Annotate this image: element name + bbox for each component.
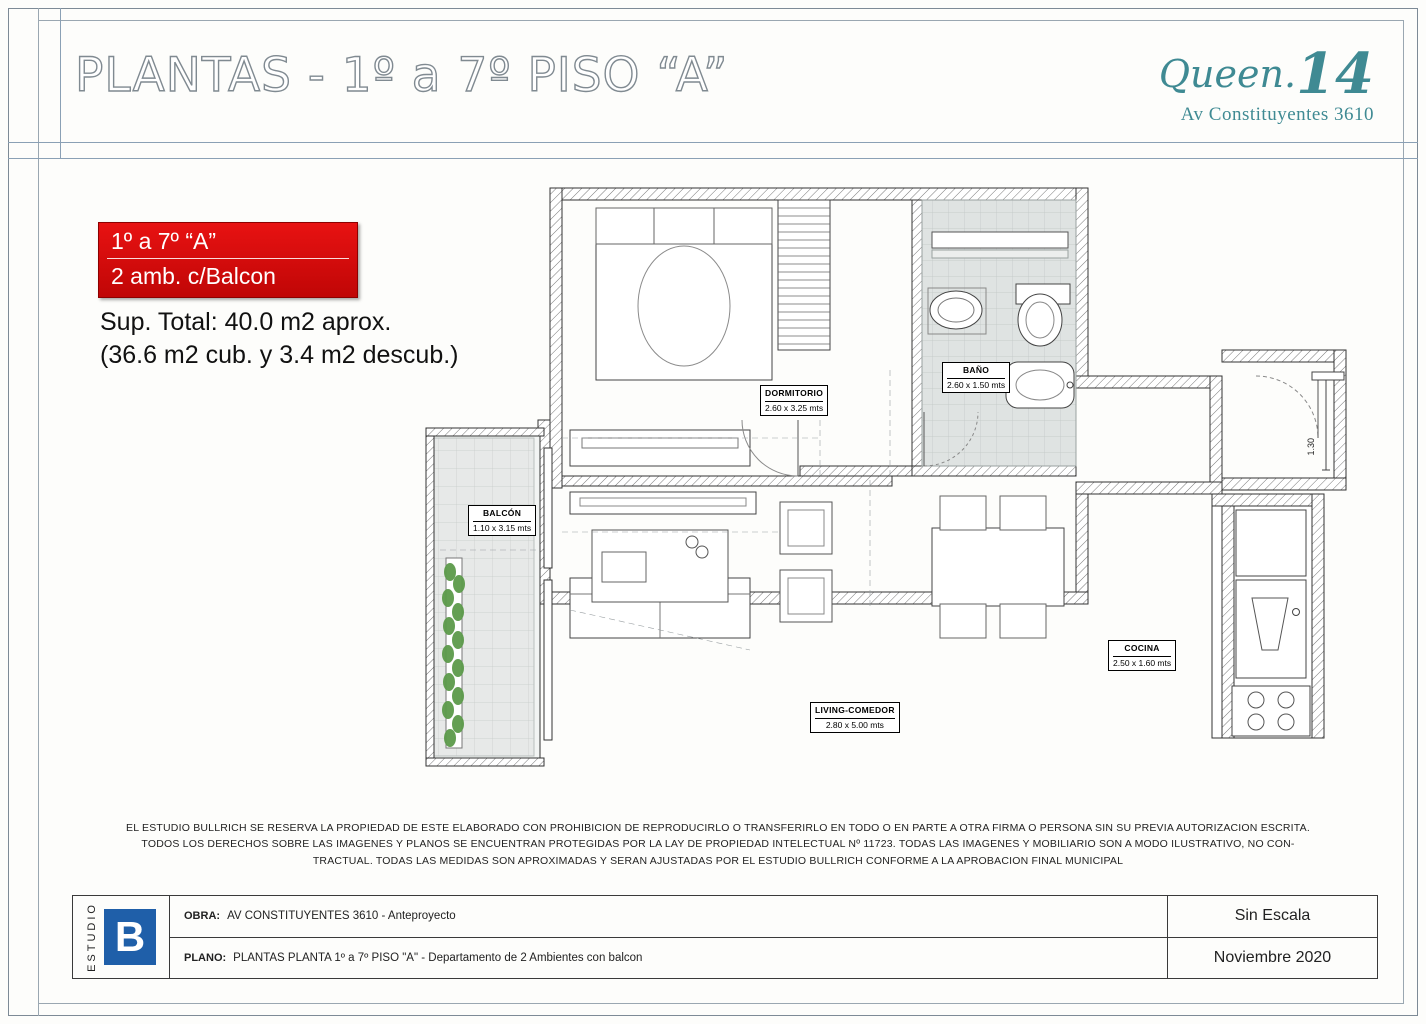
room-name-bano: BAÑO [962,365,990,375]
scale-row [1167,896,1377,937]
legal-line-1: EL ESTUDIO BULLRICH SE RESERVA LA PROPIEDAD DE ESTE ELABORADO CON PROHIBICION DE REPRODUCIRLO O TRANSFERIRLO EN TODO O EN PARTE A OTRA FIRMA O PERSONA SIN SU PREVIA AUTORIZACION ESCRITA. [126,822,1310,834]
studio-logo [73,896,170,978]
room-tag-bano [942,362,1010,393]
legal-disclaimer [70,820,1366,869]
scale-value: Sin Escala [1234,907,1311,925]
legal-line-2: TODOS LOS DERECHOS SOBRE LAS IMAGENES Y PLANOS SE ENCUENTRAN PROTEGIDAS POR LA LAY DE PROPIEDAD INTELECTUAL Nº 11723. TODAS LAS IMAGENES Y MOBILIARIO SON A MODO ILUSTRATIVO, NO CON- [141,838,1295,851]
room-tag-dormitorio [760,385,828,416]
project-brand [1158,41,1374,126]
floor-plan-drawing [420,180,1380,820]
room-name-cocina: COCINA [1124,643,1160,653]
room-name-balcon: BALCÓN [482,508,522,518]
room-dims-balcon: 1.10 x 3.15 mts [473,522,532,533]
unit-type-badge [98,222,358,298]
plano-label: PLANO: [184,951,227,964]
unit-type-line2: 2 amb. c/Balcon [111,263,276,289]
header-rule-top [8,142,1418,143]
title-block-right [1167,896,1377,978]
date-row [1167,937,1377,979]
floor-plan [420,180,1380,820]
dimension-label-130: 1.30 [1306,438,1316,456]
room-dims-living: 2.80 x 5.00 mts [815,718,895,731]
room-tag-living [810,702,900,733]
header-rule-bottom [8,158,1418,159]
brand-address: Av Constituyentes 3610 [1180,104,1374,125]
title-block [72,895,1378,979]
title-block-row-obra [170,896,1167,937]
studio-logo-letter: B [104,909,156,965]
plano-value: PLANTAS PLANTA 1º a 7º PISO "A" - Departamento de 2 Ambientes con balcon [233,951,643,964]
sheet-left-margin [8,8,39,1016]
obra-label: OBRA: [184,910,221,923]
room-tag-cocina [1108,640,1176,671]
header-rule-vertical [60,8,61,158]
room-name-dormitorio: DORMITORIO [765,388,824,398]
total-area-line: Sup. Total: 40.0 m2 aprox. [100,308,392,336]
area-breakdown-line: (36.6 m2 cub. y 3.4 m2 descub.) [100,341,459,369]
date-value: Noviembre 2020 [1213,948,1332,966]
brand-name-text [1158,41,1374,107]
room-dims-dormitorio: 2.60 x 3.25 mts [765,402,824,413]
title-block-row-plano [170,937,1167,979]
obra-value: AV CONSTITUYENTES 3610 - Anteproyecto [227,910,456,923]
legal-line-3: TRACTUAL. TODAS LAS MEDIDAS SON APROXIMADAS Y SERAN AJUSTADAS POR EL ESTUDIO BULLRICH CONFORME A LA APROBACION FINAL MUNICIPAL [312,854,1124,867]
title-block-main [170,896,1167,978]
room-name-living: LIVING-COMEDOR [815,705,895,715]
brand-word: Queen. [1158,52,1297,96]
unit-type-line1: 1º a 7º “A” [111,228,217,254]
room-tag-balcon [468,505,536,536]
brand-number: 14 [1296,41,1374,107]
badge-divider [107,258,349,259]
page-title: PLANTAS - 1º a 7º PISO “A” [75,48,729,103]
studio-word: ESTUDIO [86,902,98,972]
room-dims-bano: 2.60 x 1.50 mts [947,379,1006,390]
room-dims-cocina: 2.50 x 1.60 mts [1113,657,1172,668]
